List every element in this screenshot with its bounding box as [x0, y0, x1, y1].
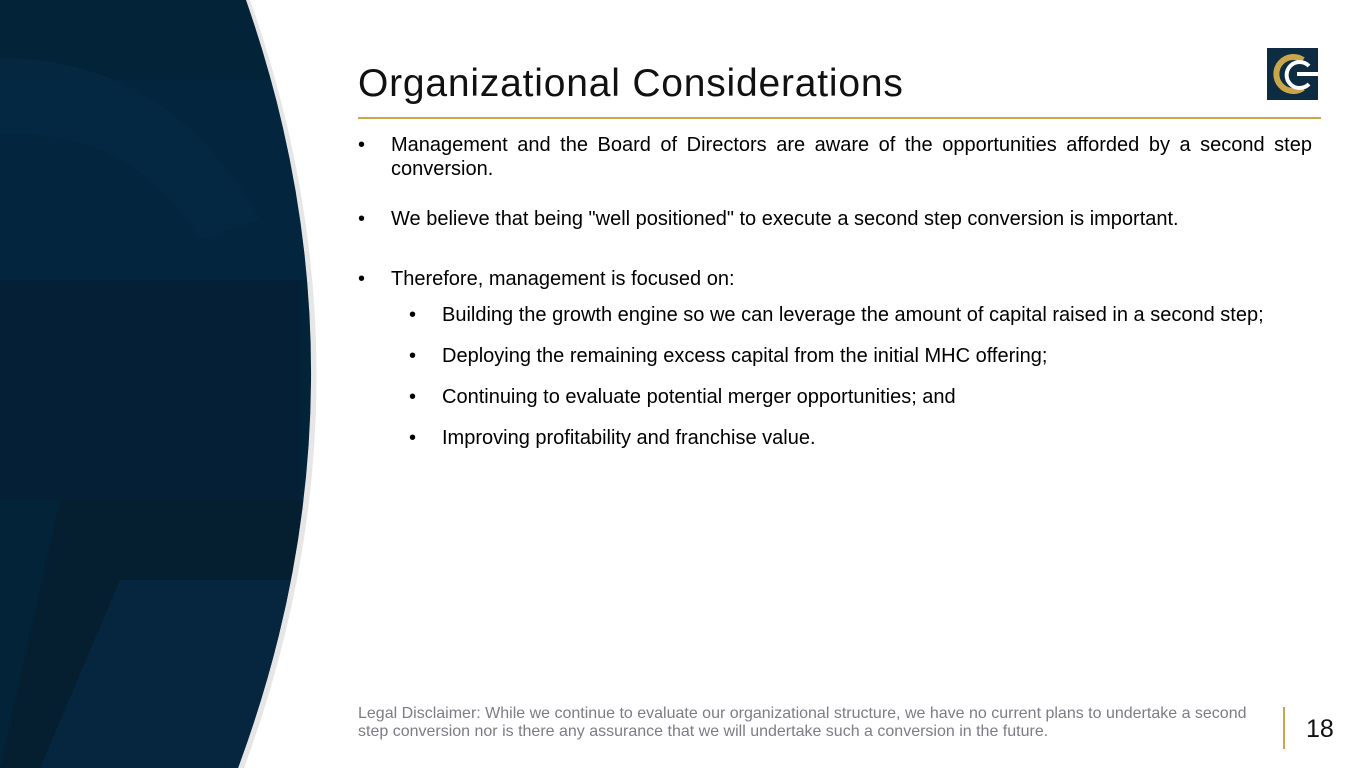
- page-number: 18: [1306, 715, 1334, 743]
- bullet-text: Management and the Board of Directors are aware of the opportunities afforded by a second step conversion.: [391, 134, 1312, 180]
- sub-bullet-text: Building the growth engine so we can leverage the amount of capital raised in a second step;: [442, 304, 1264, 326]
- sub-bullet-text: Continuing to evaluate potential merger opportunities; and: [442, 386, 956, 408]
- sub-bullet-item: [391, 418, 1312, 459]
- sub-bullet-text: Deploying the remaining excess capital from the initial MHC offering;: [442, 345, 1048, 367]
- bullet-text: We believe that being "well positioned" to execute a second step conversion is important.: [391, 208, 1179, 230]
- bullet-list: [358, 133, 1312, 459]
- footer-divider: [1283, 707, 1285, 749]
- title-divider: [358, 117, 1321, 119]
- bullet-marker: •: [409, 386, 417, 408]
- sub-bullet-list: [358, 295, 1312, 459]
- sub-bullet-container: [358, 295, 1312, 459]
- legal-disclaimer: Legal Disclaimer: While we continue to evaluate our organizational structure, we have no current plans to undertake a second step conversion nor is there any assurance that we will undertake such a conversion in the future.: [358, 705, 1247, 740]
- bullet-item: [358, 267, 1312, 291]
- bullet-marker: •: [409, 427, 417, 449]
- sub-bullet-item: [391, 377, 1312, 418]
- bullet-item: [358, 207, 1312, 231]
- bullet-text: Therefore, management is focused on:: [391, 268, 735, 290]
- bullet-item: [358, 133, 1312, 181]
- bullet-marker: •: [358, 134, 366, 156]
- page-title: Organizational Considerations: [358, 62, 904, 105]
- bullet-marker: •: [358, 268, 366, 290]
- bullet-marker: •: [409, 345, 417, 367]
- decorative-side-art: [0, 0, 320, 768]
- bullet-marker: •: [409, 304, 417, 326]
- sub-bullet-text: Improving profitability and franchise value.: [442, 427, 816, 449]
- sub-bullet-item: [391, 336, 1312, 377]
- company-logo-icon: [1267, 48, 1318, 100]
- bullet-marker: •: [358, 208, 366, 230]
- sub-bullet-item: [391, 295, 1312, 336]
